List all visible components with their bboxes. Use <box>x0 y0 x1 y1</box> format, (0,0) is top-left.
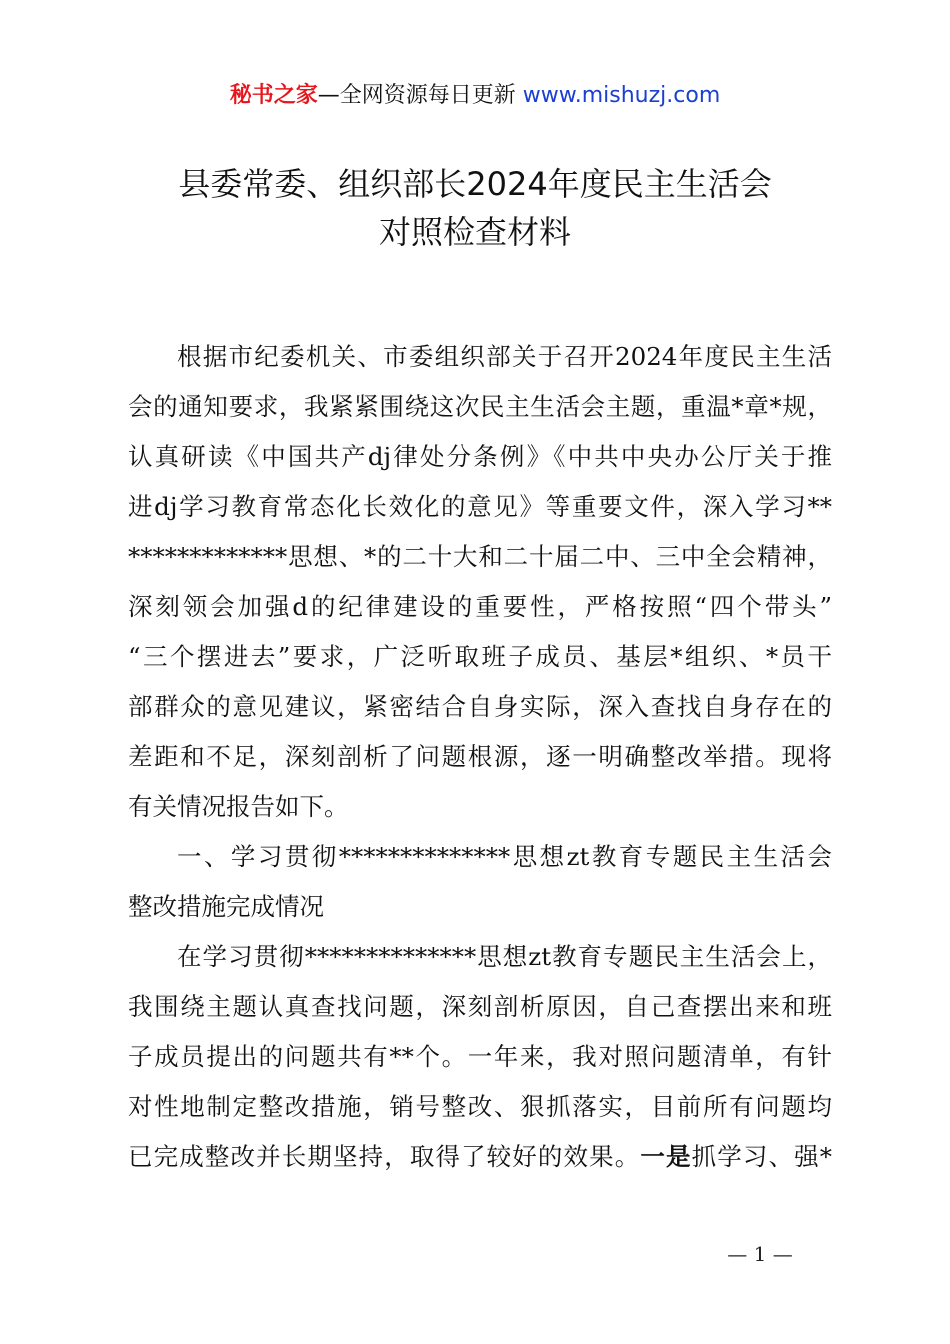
bold-lead-text: 一是 <box>640 1142 692 1171</box>
body-line: 根据市纪委机关、市委组织部关于召开2024年度民主生活 <box>177 342 832 371</box>
body-line: 会的通知要求，我紧紧围绕这次民主生活会主题，重温*章*规， <box>128 392 832 421</box>
body-line: 部群众的意见建议，紧密结合自身实际，深入查找自身存在的 <box>128 692 832 721</box>
body-line-mixed <box>128 1132 832 1182</box>
title-line-2: 对照检查材料 <box>378 213 571 251</box>
body-text: 抓学习、强* <box>691 1142 833 1171</box>
banner-slogan: —全网资源每日更新 <box>317 83 516 108</box>
body-text: 已完成整改并长期坚持，取得了较好的效果。 <box>128 1142 641 1171</box>
body-line: 我围绕主题认真查找问题，深刻剖析原因，自己查摆出来和班 <box>128 992 832 1021</box>
site-banner <box>0 82 950 110</box>
document-body <box>128 332 832 1182</box>
banner-brand: 秘书之家 <box>229 83 318 108</box>
body-line: 认真研读《中国共产dj律处分条例》《中共中央办公厅关于推 <box>128 442 832 471</box>
body-line: 深刻领会加强d的纪律建设的重要性，严格按照“四个带头” <box>128 592 832 621</box>
body-line: 进dj学习教育常态化长效化的意见》等重要文件，深入学习** <box>128 492 832 521</box>
body-line: 子成员提出的问题共有**个。一年来，我对照问题清单，有针 <box>128 1042 832 1071</box>
body-line: 在学习贯彻**************思想zt教育专题民主生活会上， <box>177 942 832 971</box>
title-line-1: 县委常委、组织部长2024年度民主生活会 <box>178 165 772 203</box>
section-heading-line: 整改措施完成情况 <box>128 892 324 921</box>
document-title <box>0 160 950 256</box>
body-line: 有关情况报告如下。 <box>128 792 349 821</box>
section-heading-line: 一、学习贯彻**************思想zt教育专题民主生活会 <box>177 842 832 871</box>
body-line: 差距和不足，深刻剖析了问题根源，逐一明确整改举措。现将 <box>128 742 832 771</box>
banner-url-link[interactable]: www.mishuzj.com <box>522 83 721 108</box>
body-line: 对性地制定整改措施，销号整改、狠抓落实，目前所有问题均 <box>128 1092 832 1121</box>
body-line: “三个摆进去”要求，广泛听取班子成员、基层*组织、*员干 <box>128 642 832 671</box>
page-number: — 1 — <box>727 1242 793 1266</box>
body-line: *************思想、*的二十大和二十届二中、三中全会精神， <box>128 542 832 571</box>
